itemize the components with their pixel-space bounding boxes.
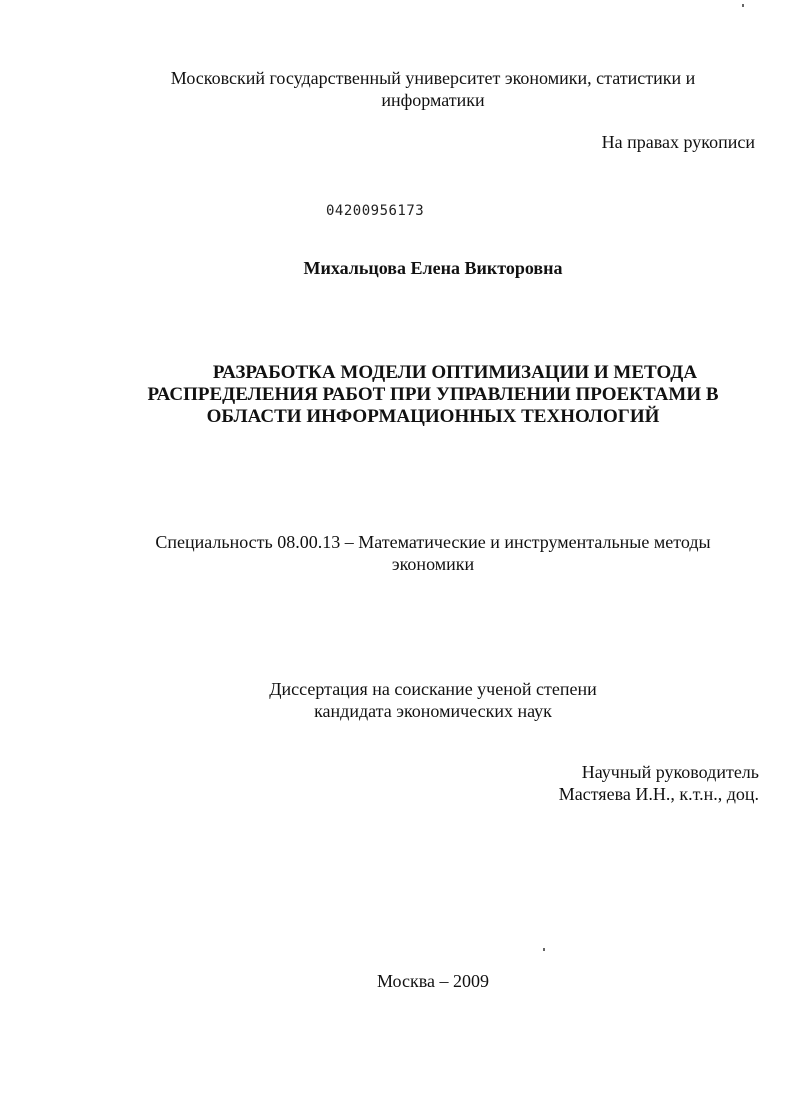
supervisor-role: Научный руководитель: [581, 762, 759, 782]
manuscript-note: На правах рукописи: [601, 132, 755, 152]
degree-line-2: кандидата экономических наук: [314, 701, 552, 721]
speciality-line-2: экономики: [391, 554, 475, 574]
supervisor-name: Мастяева И.Н., к.т.н., доц.: [558, 784, 759, 804]
author-name: Михальцова Елена Викторовна: [303, 258, 563, 278]
degree-line-1: Диссертация на соискание ученой степени: [269, 679, 597, 699]
degree-statement: [100, 678, 766, 722]
university-line-2: информатики: [381, 90, 485, 110]
university-line-1: Московский государственный университет экономики, статистики и: [170, 68, 696, 88]
speciality: [100, 531, 766, 575]
title-line-2: РАСПРЕДЕЛЕНИЯ РАБОТ ПРИ УПРАВЛЕНИИ ПРОЕКТАМИ В: [147, 384, 719, 405]
title-line-1: РАЗРАБОТКА МОДЕЛИ ОПТИМИЗАЦИИ И МЕТОДА: [212, 362, 698, 383]
city-year: Москва – 2009: [377, 971, 489, 991]
stamp-number: 04200956173: [326, 203, 425, 219]
scan-speck: [543, 948, 545, 951]
title-line-3: ОБЛАСТИ ИНФОРМАЦИОННЫХ ТЕХНОЛОГИЙ: [206, 406, 660, 427]
dissertation-title: [100, 362, 766, 428]
supervisor: [559, 761, 759, 805]
speciality-line-1: Специальность 08.00.13 – Математические и инструментальные методы: [155, 532, 711, 552]
university-name: [100, 67, 766, 111]
scan-speck: [742, 4, 744, 7]
